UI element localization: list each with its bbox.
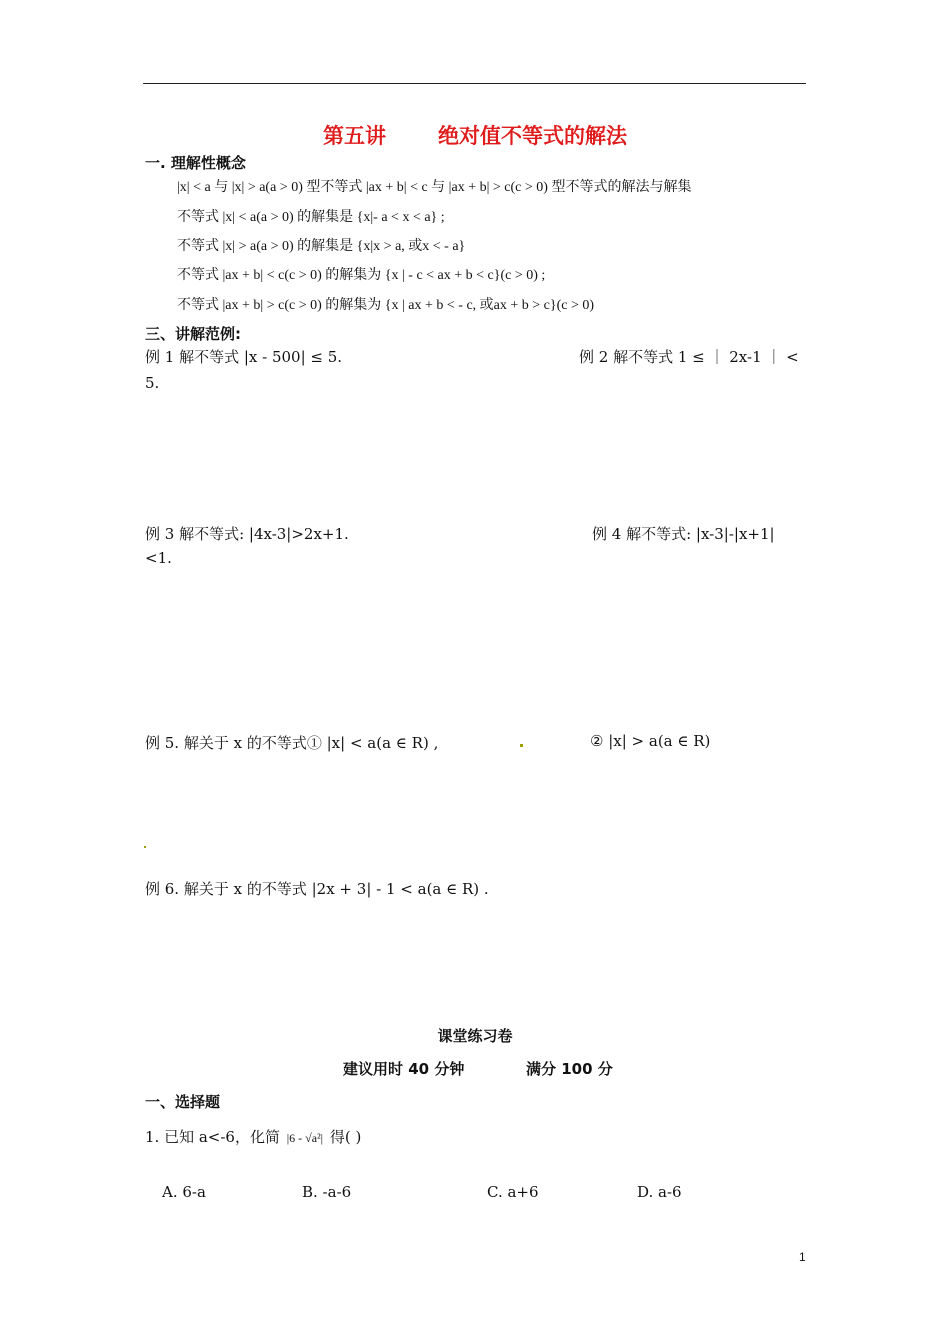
concept-line-2: 不等式 |x| < a(a > 0) 的解集是 {x|- a < x < a} ; — [177, 210, 445, 225]
concept-line-4: 不等式 |ax + b| < c(c > 0) 的解集为 {x | - c < ax + b < c}(c > 0) ; — [177, 268, 546, 283]
example-4: 例 4 解不等式: |x-3|-|x+1| — [592, 525, 775, 543]
practice-time: 建议用时 40 分钟 — [343, 1060, 465, 1078]
page-number: 1 — [799, 1250, 806, 1264]
example-2-continuation: 5. — [145, 374, 160, 392]
question-1-text: 1. 已知 a<-6，化简 — [145, 1128, 280, 1146]
practice-score: 满分 100 分 — [526, 1060, 613, 1078]
question-1-end: 得( ) — [329, 1128, 362, 1146]
example-1: 例 1 解不等式 |x - 500| ≤ 5. — [145, 348, 343, 366]
example-6: 例 6. 解关于 x 的不等式 |2x + 3| - 1 < a(a ∈ R) . — [145, 880, 489, 898]
practice-title: 课堂练习卷 — [437, 1027, 513, 1045]
header-rule — [143, 83, 806, 84]
title-part2: 绝对值不等式的解法 — [438, 124, 627, 148]
question-1 — [145, 1126, 361, 1147]
example-5-part1: 例 5. 解关于 x 的不等式① |x| < a(a ∈ R) , — [145, 734, 439, 752]
choice-heading: 一、选择题 — [145, 1093, 221, 1111]
example-3: 例 3 解不等式: |4x-3|>2x+1. — [145, 525, 349, 543]
title-part1: 第五讲 — [323, 124, 386, 148]
concept-line-3: 不等式 |x| > a(a > 0) 的解集是 {x|x > a, 或x < - a} — [177, 239, 466, 254]
example-4-continuation: <1. — [145, 549, 172, 567]
stray-mark — [520, 744, 523, 747]
option-d: D. a-6 — [637, 1183, 682, 1201]
stray-mark-2 — [144, 846, 146, 848]
concept-line-5: 不等式 |ax + b| > c(c > 0) 的解集为 {x | ax + b < - c, 或ax + b > c}(c > 0) — [177, 298, 595, 313]
example-2: 例 2 解不等式 1 ≤ ｜ 2x-1 ｜ < — [579, 348, 799, 366]
lecture-title — [0, 120, 950, 150]
option-b: B. -a-6 — [302, 1183, 352, 1201]
question-1-expression: |6 - √a²| — [286, 1131, 324, 1145]
example-5-part2: ② |x| > a(a ∈ R) — [590, 732, 711, 750]
option-a: A. 6-a — [162, 1183, 206, 1201]
section2-heading: 三、讲解范例: — [145, 325, 241, 343]
option-c: C. a+6 — [487, 1183, 539, 1201]
concept-line-1: |x| < a 与 |x| > a(a > 0) 型不等式 |ax + b| < c 与 |ax + b| > c(c > 0) 型不等式的解法与解集 — [177, 180, 692, 195]
section1-heading: 一. 理解性概念 — [145, 154, 246, 172]
